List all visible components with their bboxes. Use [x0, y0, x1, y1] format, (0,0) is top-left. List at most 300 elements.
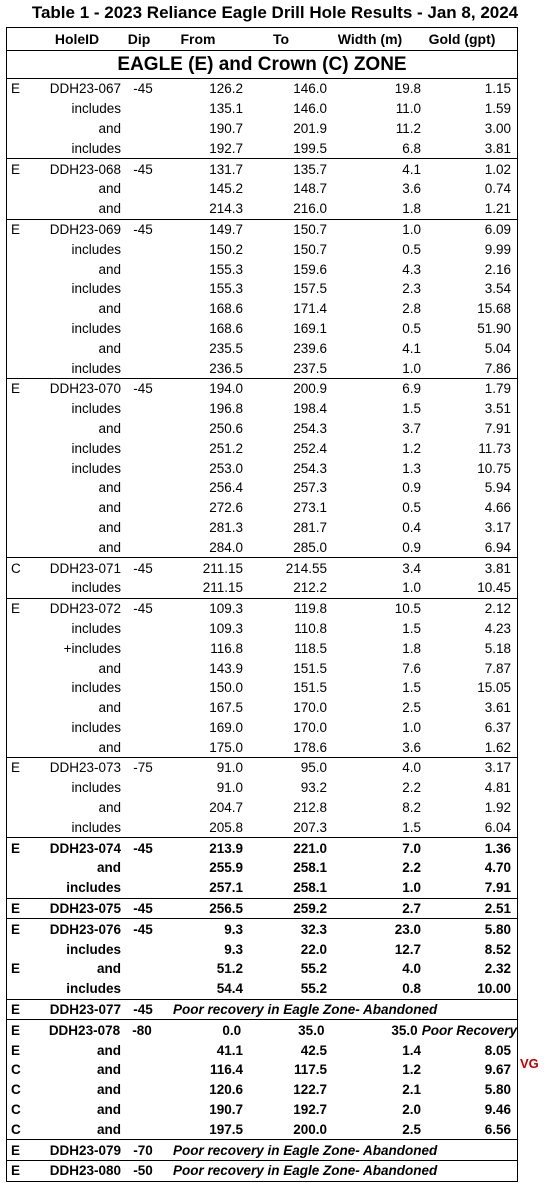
gold-gpt: 2.12: [484, 601, 511, 617]
to-m: 254.3: [293, 420, 327, 436]
hole-id: and: [98, 500, 121, 516]
gold-gpt: 0.74: [484, 181, 511, 197]
gold-gpt: 2.16: [484, 261, 511, 277]
from-m: 54.4: [216, 981, 243, 997]
from-m: 168.6: [209, 320, 243, 336]
dip: -45: [133, 1002, 153, 1018]
from-m: 256.5: [209, 901, 243, 917]
gold-gpt: 3.17: [484, 519, 511, 535]
from-m: 9.3: [224, 921, 243, 937]
from-m: 169.0: [209, 719, 243, 735]
hole-id: and: [96, 1042, 121, 1058]
from-m: 190.7: [209, 1102, 243, 1118]
hole-group: [7, 220, 517, 379]
from-m: 167.5: [209, 700, 243, 716]
hole-id: DDH23-079: [49, 1142, 121, 1158]
table-row: [7, 658, 517, 678]
to-m: 273.1: [293, 500, 327, 516]
to-m: 55.2: [300, 981, 327, 997]
to-m: 201.9: [293, 120, 327, 136]
gold-gpt: 1.92: [484, 800, 511, 816]
to-m: 122.7: [293, 1082, 327, 1098]
from-m: 192.7: [209, 140, 243, 156]
table-row: [7, 259, 517, 279]
hole-group: [7, 1140, 517, 1161]
table-row: [7, 899, 517, 919]
to-m: 258.1: [293, 880, 327, 896]
to-m: 22.0: [300, 941, 327, 957]
table-row: [7, 220, 517, 240]
width-m: 0.8: [402, 981, 421, 997]
from-m: 211.15: [202, 560, 243, 576]
from-m: 109.3: [209, 620, 243, 636]
table-row: [7, 399, 517, 419]
width-m: 6.9: [402, 381, 421, 397]
to-m: 135.7: [293, 161, 327, 177]
hole-id: and: [96, 1062, 121, 1078]
gold-gpt: 7.86: [484, 360, 511, 376]
gold-gpt: 2.51: [484, 901, 511, 917]
width-m: 0.9: [402, 480, 421, 496]
hole-id: and: [98, 120, 121, 136]
gold-gpt: 9.46: [484, 1102, 511, 1118]
dip: -45: [133, 81, 153, 97]
gold-gpt: 1.62: [484, 739, 511, 755]
to-m: 285.0: [293, 539, 327, 555]
width-m: 19.8: [394, 81, 421, 97]
hole-id: includes: [71, 620, 121, 636]
hole-id: includes: [71, 460, 121, 476]
table-row: [7, 778, 517, 798]
from-m: 135.1: [209, 101, 243, 117]
to-m: 237.5: [293, 360, 327, 376]
to-m: 257.3: [293, 480, 327, 496]
table-row: [7, 1080, 517, 1100]
from-m: 145.2: [209, 181, 243, 197]
from-m: 272.6: [209, 500, 243, 516]
gold-gpt: 9.67: [484, 1062, 511, 1078]
gold-gpt: 7.87: [484, 660, 511, 676]
table-title: Table 1 - 2023 Reliance Eagle Drill Hole Results - Jan 8, 2024: [31, 3, 519, 22]
to-m: 198.4: [293, 401, 327, 417]
width-m: 3.6: [402, 739, 421, 755]
hole-id: DDH23-067: [49, 81, 121, 97]
to-m: 169.1: [293, 320, 327, 336]
gold-gpt: 15.05: [477, 680, 511, 696]
hole-id: and: [98, 660, 121, 676]
width-m: 1.2: [402, 440, 421, 456]
gold-gpt: 6.37: [484, 719, 511, 735]
width-m: 2.5: [402, 700, 421, 716]
width-m: 4.3: [402, 261, 421, 277]
table-row: [7, 279, 517, 299]
zone-code: C: [11, 560, 21, 576]
table-row: [7, 478, 517, 498]
table-row: [7, 919, 517, 939]
hole-id: includes: [71, 101, 121, 117]
from-m: 131.7: [209, 161, 243, 177]
hole-id: and: [96, 1082, 121, 1098]
zone-code: E: [11, 961, 21, 977]
gold-gpt: 6.04: [484, 819, 511, 835]
dip: -45: [133, 560, 153, 576]
gold-gpt: 1.02: [484, 161, 511, 177]
hole-group: [7, 379, 517, 558]
dip: -80: [132, 1022, 152, 1038]
width-m: 12.7: [394, 941, 421, 957]
to-m: 119.8: [294, 601, 327, 617]
zone-code: E: [11, 760, 21, 776]
hole-group: [7, 558, 517, 599]
table-row: [7, 1161, 517, 1181]
gold-gpt: 10.75: [477, 460, 511, 476]
hole-id: DDH23-068: [49, 161, 121, 177]
table-header-row: [7, 28, 517, 51]
gold-gpt: 5.18: [484, 640, 511, 656]
dip: -45: [133, 381, 153, 397]
hole-id: DDH23-071: [49, 560, 121, 576]
hole-id: includes: [71, 680, 121, 696]
gold-gpt: 3.61: [484, 700, 511, 716]
from-m: 143.9: [209, 660, 243, 676]
to-m: 42.5: [300, 1042, 327, 1058]
table-row: [7, 878, 517, 898]
width-m: 1.3: [402, 460, 421, 476]
from-m: 51.2: [216, 961, 243, 977]
width-m: 1.8: [402, 201, 421, 217]
to-m: 281.7: [293, 519, 327, 535]
dip: -45: [133, 161, 153, 177]
width-m: 2.8: [402, 301, 421, 317]
from-m: 155.3: [209, 281, 243, 297]
from-m: 9.3: [224, 941, 243, 957]
width-m: 1.0: [402, 580, 421, 596]
hole-id: includes: [66, 941, 121, 957]
row-note: Poor recovery in Eagle Zone- Abandoned: [173, 1142, 438, 1158]
zone-code: E: [11, 1002, 21, 1018]
to-m: 252.4: [293, 440, 327, 456]
width-m: 3.4: [402, 560, 421, 576]
header-dip: Dip: [127, 31, 151, 47]
width-m: 1.5: [402, 401, 421, 417]
from-m: 253.0: [209, 460, 243, 476]
table-row: [7, 939, 517, 959]
hole-id: DDH23-075: [49, 901, 121, 917]
hole-id: includes: [71, 401, 121, 417]
hole-id: and: [96, 1102, 121, 1118]
hole-id: DDH23-074: [49, 840, 121, 856]
hole-id: includes: [71, 580, 121, 596]
dip: -70: [133, 1142, 153, 1158]
table-row: [7, 119, 517, 139]
hole-id: includes: [71, 241, 121, 257]
hole-id: and: [98, 800, 121, 816]
dip: -45: [133, 840, 153, 856]
gold-gpt: 6.09: [484, 221, 511, 237]
hole-id: and: [98, 181, 121, 197]
table-row: [7, 419, 517, 439]
to-m: 110.8: [294, 620, 327, 636]
table-row: [7, 338, 517, 358]
table-row: [7, 138, 517, 158]
to-m: 239.6: [293, 340, 327, 356]
width-m: 4.1: [402, 340, 421, 356]
width-m: 11.2: [395, 120, 421, 136]
zone-code: E: [11, 161, 21, 177]
table-row: [7, 1119, 517, 1139]
from-m: 214.3: [209, 201, 243, 217]
gold-gpt: 1.59: [484, 101, 511, 117]
width-m: 7.0: [402, 840, 421, 856]
table-row: [7, 458, 517, 478]
zone-code: C: [11, 1062, 21, 1078]
hole-id: and: [98, 480, 121, 496]
to-m: 192.7: [293, 1102, 327, 1118]
table-row: [7, 79, 517, 99]
table-row: [7, 1040, 517, 1060]
width-m: 0.5: [402, 500, 421, 516]
gold-gpt: 6.56: [484, 1121, 511, 1137]
hole-id: includes: [71, 440, 121, 456]
hole-group: [7, 159, 517, 219]
zone-code: C: [11, 1121, 21, 1137]
zone-code: E: [11, 921, 21, 937]
from-m: 197.5: [209, 1121, 243, 1137]
width-m: 8.2: [402, 800, 421, 816]
hole-id: and: [98, 201, 121, 217]
width-m: 1.5: [402, 819, 421, 835]
to-m: 214.55: [285, 560, 327, 576]
from-m: 116.4: [209, 1062, 243, 1078]
zone-code: E: [11, 1042, 21, 1058]
to-m: 207.3: [293, 819, 327, 835]
to-m: 93.2: [300, 780, 327, 796]
hole-id: DDH23-076: [49, 921, 121, 937]
hole-id: includes: [71, 320, 121, 336]
zone-code: E: [11, 840, 21, 856]
table-row: [7, 518, 517, 538]
to-m: 254.3: [293, 460, 327, 476]
from-m: 91.0: [216, 780, 243, 796]
header-to: To: [272, 31, 290, 47]
to-m: 146.0: [293, 101, 327, 117]
zone-code: E: [11, 81, 21, 97]
to-m: 95.0: [300, 760, 327, 776]
hole-group: [7, 1000, 517, 1021]
width-m: 35.0: [391, 1022, 418, 1038]
gold-note: Poor Recovery: [421, 1022, 517, 1038]
hole-id: DDH23-078: [48, 1022, 121, 1038]
hole-group: [7, 599, 517, 758]
gold-gpt: 6.94: [484, 539, 511, 555]
dip: -75: [133, 760, 153, 776]
table-row: [7, 159, 517, 179]
to-m: 200.9: [293, 381, 327, 397]
gold-gpt: 3.54: [484, 281, 511, 297]
from-m: 190.7: [209, 120, 243, 136]
gold-gpt: 4.66: [484, 500, 511, 516]
from-m: 204.7: [209, 800, 243, 816]
to-m: 171.4: [293, 301, 327, 317]
table-row: [7, 179, 517, 199]
width-m: 2.2: [402, 780, 421, 796]
zone-code: E: [11, 381, 21, 397]
hole-id: DDH23-077: [49, 1002, 121, 1018]
table-row: [7, 737, 517, 757]
hole-id: DDH23-080: [49, 1163, 121, 1179]
hole-id: DDH23-073: [49, 760, 121, 776]
hole-id: includes: [71, 360, 121, 376]
from-m: 155.3: [209, 261, 243, 277]
to-m: 118.5: [294, 640, 327, 656]
hole-id: and: [98, 739, 121, 755]
hole-group: [7, 838, 517, 898]
gold-gpt: 7.91: [484, 880, 511, 896]
table-row: [7, 1060, 517, 1080]
width-m: 1.5: [402, 680, 421, 696]
gold-gpt: 5.80: [484, 921, 511, 937]
from-m: 116.8: [210, 640, 243, 656]
hole-group: [7, 758, 517, 838]
width-m: 1.8: [402, 640, 421, 656]
from-m: 257.1: [209, 880, 243, 896]
hole-group: [7, 1020, 517, 1140]
from-m: 284.0: [209, 539, 243, 555]
width-m: 4.0: [402, 961, 421, 977]
table-row: [7, 1100, 517, 1120]
table-row: [7, 99, 517, 119]
to-m: 178.6: [293, 739, 327, 755]
from-m: 211.15: [202, 580, 243, 596]
to-m: 148.7: [293, 181, 327, 197]
header-from: From: [180, 31, 216, 47]
from-m: 168.6: [209, 301, 243, 317]
to-m: 117.5: [293, 1062, 327, 1078]
header-width: Width (m): [337, 31, 403, 47]
zone-code: C: [11, 1082, 21, 1098]
row-note: Poor recovery in Eagle Zone- Abandoned: [173, 1163, 438, 1179]
header-gold: Gold (gpt): [428, 31, 496, 47]
from-m: 91.0: [216, 760, 243, 776]
gold-gpt: 1.21: [484, 201, 511, 217]
width-m: 0.5: [402, 241, 421, 257]
gold-gpt: 5.04: [484, 340, 511, 356]
gold-gpt: 9.99: [484, 241, 511, 257]
gold-gpt: 5.80: [484, 1082, 511, 1098]
from-m: 150.2: [209, 241, 243, 257]
row-note: Poor recovery in Eagle Zone- Abandoned: [173, 1002, 438, 1018]
to-m: 150.7: [293, 221, 327, 237]
gold-gpt: 8.05: [484, 1042, 511, 1058]
hole-id: and: [98, 700, 121, 716]
zone-code: E: [11, 1142, 21, 1158]
table-row: [7, 358, 517, 378]
hole-group: [7, 1161, 517, 1181]
table-row: [7, 1000, 517, 1020]
to-m: 259.2: [293, 901, 327, 917]
gold-gpt: 4.81: [484, 780, 511, 796]
gold-gpt: 11.73: [478, 440, 511, 456]
hole-id: DDH23-070: [49, 381, 121, 397]
table-row: [7, 798, 517, 818]
width-m: 3.6: [402, 181, 421, 197]
from-m: 194.0: [209, 381, 243, 397]
to-m: 170.0: [293, 700, 327, 716]
from-m: 235.5: [209, 340, 243, 356]
table-row: [7, 537, 517, 557]
hole-id: includes: [71, 281, 121, 297]
to-m: 216.0: [293, 201, 327, 217]
visible-gold-marker: VG: [520, 1056, 539, 1071]
table-row: [7, 379, 517, 399]
hole-group: [7, 79, 517, 159]
width-m: 10.5: [394, 601, 421, 617]
width-m: 7.6: [402, 660, 421, 676]
gold-gpt: 1.36: [484, 840, 511, 856]
table-row: [7, 199, 517, 219]
dip: -45: [133, 221, 153, 237]
zone-code: E: [11, 1163, 21, 1179]
table-row: [7, 678, 517, 698]
to-m: 200.0: [293, 1121, 327, 1137]
gold-gpt: 1.79: [484, 381, 511, 397]
from-m: 126.2: [209, 81, 243, 97]
hole-id: includes: [66, 981, 121, 997]
table-row: [7, 578, 517, 598]
from-m: 41.1: [216, 1042, 243, 1058]
hole-id: and: [98, 420, 121, 436]
gold-gpt: 4.70: [484, 860, 511, 876]
gold-gpt: 1.15: [484, 81, 511, 97]
width-m: 0.9: [402, 539, 421, 555]
to-m: 151.5: [293, 660, 327, 676]
from-m: 196.8: [209, 401, 243, 417]
hole-id: includes: [71, 819, 121, 835]
width-m: 1.0: [402, 880, 421, 896]
from-m: 120.6: [209, 1082, 243, 1098]
hole-id: and: [98, 519, 121, 535]
to-m: 199.5: [293, 140, 327, 156]
header-holeid: HoleID: [54, 31, 100, 47]
to-m: 55.2: [300, 961, 327, 977]
hole-id: and: [96, 961, 121, 977]
table-row: [7, 438, 517, 458]
hole-id: and: [98, 301, 121, 317]
zone-code: E: [11, 901, 21, 917]
width-m: 1.0: [402, 719, 421, 735]
from-m: 109.3: [209, 601, 243, 617]
to-m: 221.0: [293, 840, 327, 856]
gold-gpt: 3.81: [484, 140, 511, 156]
width-m: 1.0: [402, 360, 421, 376]
from-m: 0.0: [222, 1022, 242, 1038]
width-m: 2.5: [402, 1121, 421, 1137]
table-row: [7, 838, 517, 858]
gold-gpt: 15.68: [477, 301, 511, 317]
to-m: 151.5: [293, 680, 327, 696]
width-m: 11.0: [395, 101, 421, 117]
from-m: 205.8: [209, 819, 243, 835]
table-row: [7, 599, 517, 619]
table-row: [7, 698, 517, 718]
table-row: [7, 718, 517, 738]
width-m: 1.5: [402, 620, 421, 636]
gold-gpt: 4.23: [484, 620, 511, 636]
from-m: 149.7: [209, 221, 243, 237]
to-m: 146.0: [293, 81, 327, 97]
to-m: 212.8: [293, 800, 327, 816]
hole-id: and: [96, 860, 121, 876]
